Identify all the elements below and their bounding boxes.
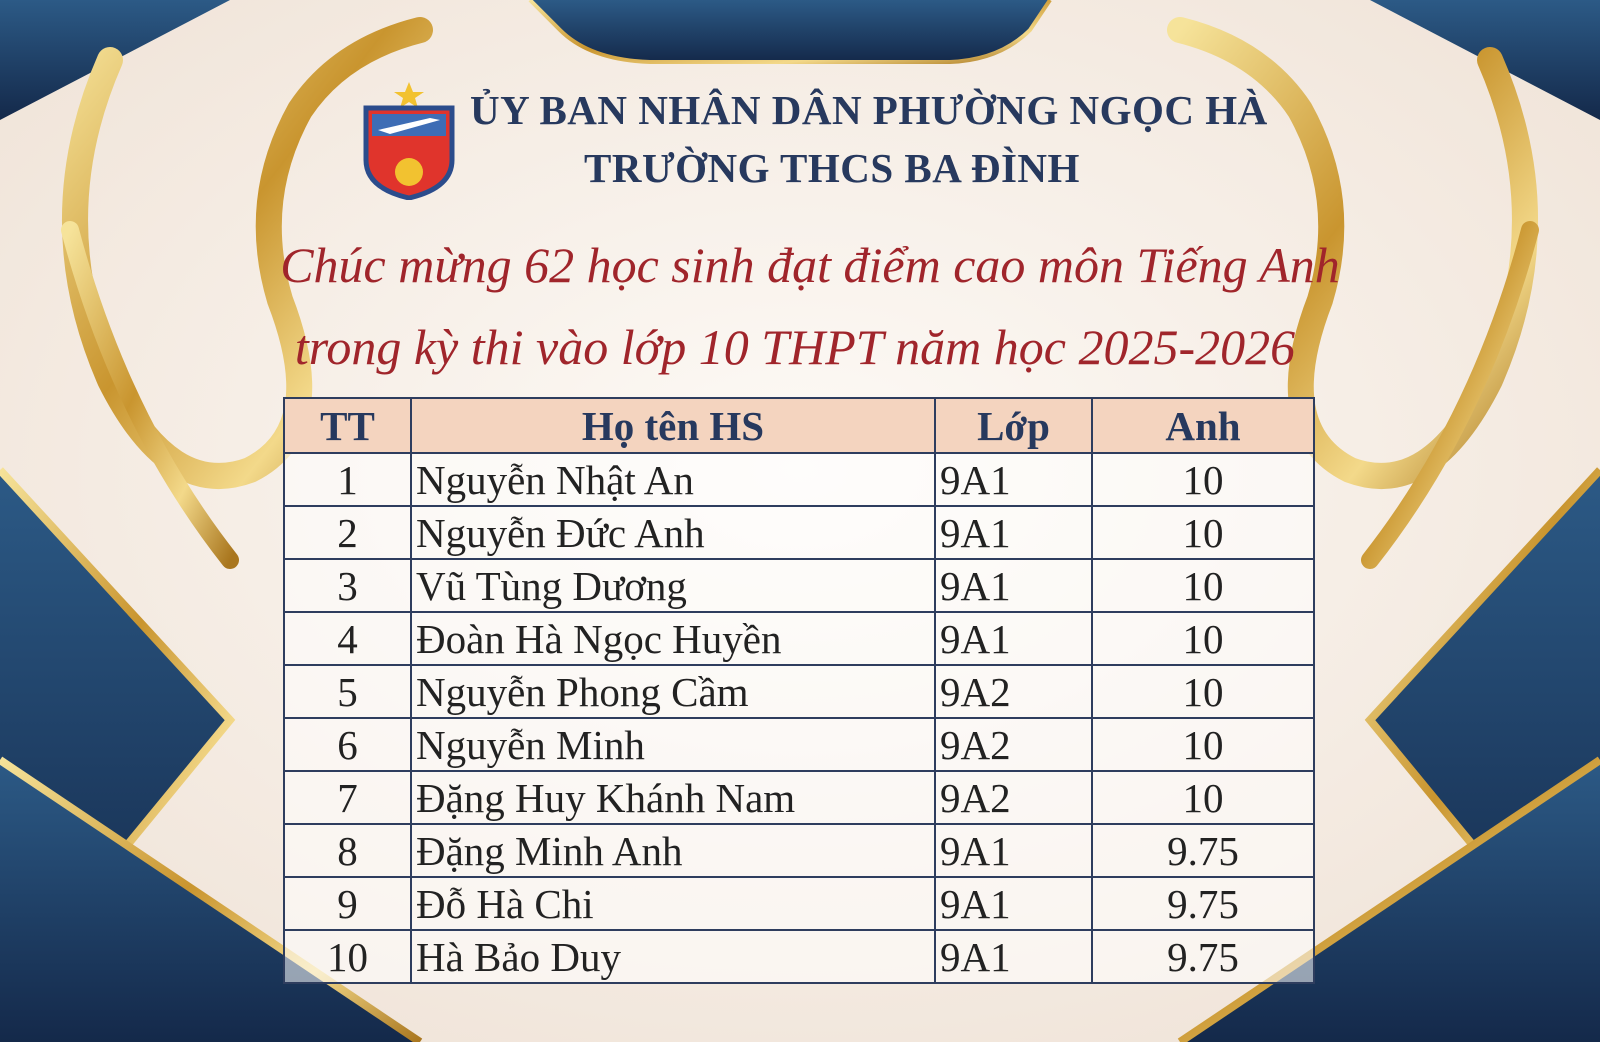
english-score: 10 <box>1092 506 1314 559</box>
table-row <box>284 559 1314 612</box>
student-name: Hà Bảo Duy <box>411 930 935 983</box>
school-logo <box>360 80 458 200</box>
table-row <box>284 824 1314 877</box>
english-score: 10 <box>1092 771 1314 824</box>
student-class: 9A1 <box>935 506 1092 559</box>
student-class: 9A1 <box>935 559 1092 612</box>
student-name: Nguyễn Minh <box>411 718 935 771</box>
congrats-title-line2: trong kỳ thi vào lớp 10 THPT năm học 2025-2026 <box>294 319 1296 375</box>
column-header-score: Anh <box>1092 398 1314 453</box>
column-header-name: Họ tên HS <box>411 398 935 453</box>
english-score: 10 <box>1092 559 1314 612</box>
english-score: 10 <box>1092 612 1314 665</box>
english-score: 10 <box>1092 453 1314 506</box>
header <box>0 0 1600 375</box>
score-table <box>283 397 1315 984</box>
table-row <box>284 612 1314 665</box>
column-header-class: Lớp <box>935 398 1092 453</box>
row-number: 7 <box>284 771 411 824</box>
student-class: 9A2 <box>935 771 1092 824</box>
row-number: 10 <box>284 930 411 983</box>
table-row <box>284 665 1314 718</box>
table-row <box>284 877 1314 930</box>
row-number: 8 <box>284 824 411 877</box>
student-class: 9A1 <box>935 612 1092 665</box>
student-name: Nguyễn Đức Anh <box>411 506 935 559</box>
english-score: 9.75 <box>1092 930 1314 983</box>
student-name: Nguyễn Nhật An <box>411 453 935 506</box>
table-row <box>284 718 1314 771</box>
student-class: 9A1 <box>935 930 1092 983</box>
student-name: Đỗ Hà Chi <box>411 877 935 930</box>
column-header-tt: TT <box>284 398 411 453</box>
student-name: Nguyễn Phong Cầm <box>411 665 935 718</box>
student-class: 9A2 <box>935 718 1092 771</box>
english-score: 9.75 <box>1092 824 1314 877</box>
row-number: 6 <box>284 718 411 771</box>
student-class: 9A1 <box>935 877 1092 930</box>
org-name: ỦY BAN NHÂN DÂN PHƯỜNG NGỌC HÀ <box>470 87 1268 133</box>
english-score: 10 <box>1092 665 1314 718</box>
row-number: 1 <box>284 453 411 506</box>
english-score: 9.75 <box>1092 877 1314 930</box>
table-header-row <box>284 398 1314 453</box>
row-number: 4 <box>284 612 411 665</box>
student-name: Đoàn Hà Ngọc Huyền <box>411 612 935 665</box>
english-score: 10 <box>1092 718 1314 771</box>
student-name: Vũ Tùng Dương <box>411 559 935 612</box>
student-class: 9A2 <box>935 665 1092 718</box>
student-name: Đặng Huy Khánh Nam <box>411 771 935 824</box>
congrats-title-line1: Chúc mừng 62 học sinh đạt điểm cao môn Tiếng Anh <box>280 237 1340 293</box>
student-class: 9A1 <box>935 824 1092 877</box>
row-number: 2 <box>284 506 411 559</box>
school-name: TRƯỜNG THCS BA ĐÌNH <box>584 145 1080 191</box>
table-row <box>284 453 1314 506</box>
row-number: 5 <box>284 665 411 718</box>
table-row <box>284 771 1314 824</box>
table-row <box>284 506 1314 559</box>
row-number: 3 <box>284 559 411 612</box>
row-number: 9 <box>284 877 411 930</box>
table-row <box>284 930 1314 983</box>
student-name: Đặng Minh Anh <box>411 824 935 877</box>
student-class: 9A1 <box>935 453 1092 506</box>
